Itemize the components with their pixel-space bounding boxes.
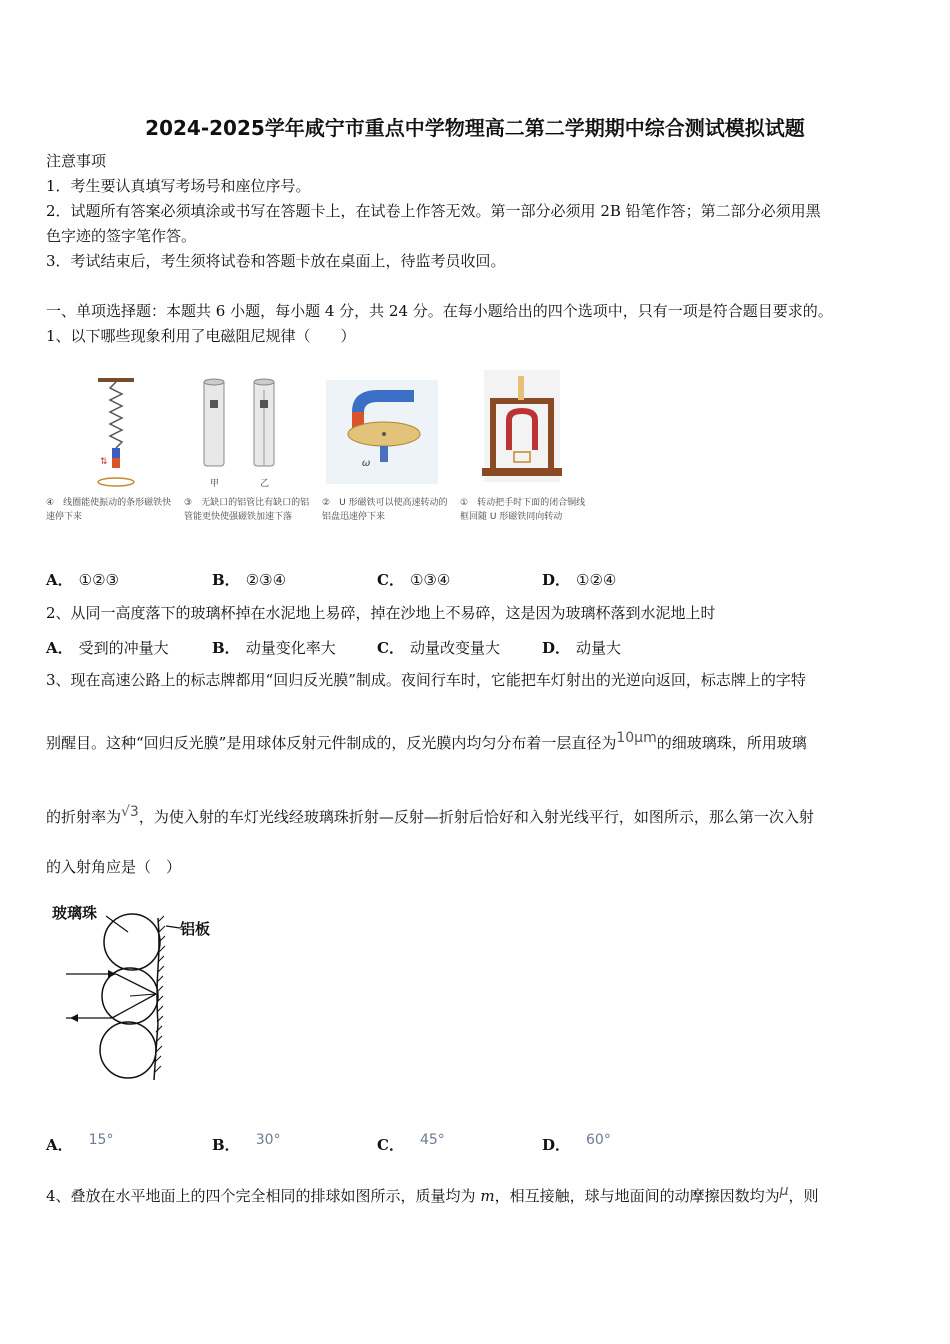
q3-option-b[interactable]: B． 30° <box>212 1132 281 1154</box>
notice-item-3: 3．考试结束后，考生须将试卷和答题卡放在桌面上，待监考员收回。 <box>46 252 506 270</box>
disc-magnet-illustration <box>322 360 450 496</box>
label-glass-bead: 玻璃珠 <box>52 904 98 922</box>
q2-option-c[interactable]: C． 动量改变量大 <box>377 639 500 657</box>
q1-option-d[interactable]: D． ①②④ <box>542 571 617 589</box>
notice-heading: 注意事项 <box>46 152 107 170</box>
section-heading: 一、单项选择题：本题共 6 小题，每小题 4 分，共 24 分。在每小题给出的四个选项中，只有一项是符合题目要求的。 <box>46 302 833 320</box>
q3-option-a[interactable]: A． 15° <box>46 1132 114 1154</box>
q3-line-4: 的入射角应是（ ） <box>46 858 182 876</box>
notice-item-2-cont: 色字迹的签字笔作答。 <box>46 227 197 245</box>
aluminum-tubes-illustration <box>184 360 312 496</box>
refractive-index: √3 <box>121 804 139 820</box>
q1-panel-tubes <box>184 360 312 552</box>
q1-option-a[interactable]: A． ①②③ <box>46 571 119 589</box>
q3-line-1: 3、现在高速公路上的标志牌都用“回归反光膜”制成。夜间行车时，它能把车灯射出的光逆向返回，标志牌上的字特 <box>46 671 806 689</box>
svg-text:⇅: ⇅ <box>100 457 108 467</box>
q2-option-a[interactable]: A． 受到的冲量大 <box>46 639 169 657</box>
q1-panel-disc <box>322 360 450 552</box>
tube-label-yi: 乙 <box>260 479 270 489</box>
q1-figure <box>46 360 594 552</box>
rotating-frame-illustration <box>460 360 588 496</box>
q4-line-1: 4、叠放在水平地面上的四个完全相同的排球如图所示，质量均为 m，相互接触，球与地面间的动摩擦因数均为μ，则 <box>46 1183 819 1205</box>
q1-option-c[interactable]: C． ①③④ <box>377 571 451 589</box>
label-aluminum-plate: 铝板 <box>180 920 211 938</box>
q1-caption-2: ② U 形磁铁可以使高速转动的铝盘迅速停下来 <box>322 498 448 522</box>
notice-item-1: 1．考生要认真填写考场号和座位序号。 <box>46 177 311 195</box>
q2-option-b[interactable]: B． 动量变化率大 <box>212 639 336 657</box>
q3-option-d[interactable]: D． 60° <box>542 1132 611 1154</box>
q1-panel-frame <box>460 360 588 552</box>
page-title: 2024-2025学年咸宁市重点中学物理高二第二学期期中综合测试模拟试题 <box>145 116 805 140</box>
omega-label: ω <box>362 458 371 469</box>
q1-stem: 1、以下哪些现象利用了电磁阻尼规律（ ） <box>46 327 356 345</box>
q3-figure <box>46 898 246 1094</box>
notice-item-2: 2．试题所有答案必须填涂或书写在答题卡上，在试卷上作答无效。第一部分必须用 2B 铅笔作答；第二部分必须用黑 <box>46 202 821 220</box>
q3-line-2: 别醒目。这种“回归反光膜”是用球体反射元件制成的，反光膜内均匀分布着一层直径为10μm的细玻璃珠，所用玻璃 <box>46 730 807 752</box>
tube-label-jia: 甲 <box>210 479 220 489</box>
q1-option-b[interactable]: B． ②③④ <box>212 571 287 589</box>
q2-stem: 2、从同一高度落下的玻璃杯掉在水泥地上易碎，掉在沙地上不易碎，这是因为玻璃杯落到水泥地上时 <box>46 604 716 622</box>
q3-option-c[interactable]: C． 45° <box>377 1132 445 1154</box>
q1-caption-3: ③ 无缺口的铝管比有缺口的铝管能更快使强磁铁加速下落 <box>184 498 310 522</box>
bead-diameter: 10μm <box>616 730 657 746</box>
q1-caption-4: ④ 线圈能使振动的条形磁铁快速停下来 <box>46 498 172 522</box>
q1-caption-1: ① 转动把手时下面的闭合铜线框回随 U 形磁铁同向转动 <box>460 498 586 522</box>
spring-magnet-illustration <box>46 360 174 496</box>
q2-option-d[interactable]: D． 动量大 <box>542 639 622 657</box>
q1-panel-spring <box>46 360 174 552</box>
q3-line-3: 的折射率为√3，为使入射的车灯光线经玻璃珠折射—反射—折射后恰好和入射光线平行，如图所示，那么第一次入射 <box>46 804 814 826</box>
